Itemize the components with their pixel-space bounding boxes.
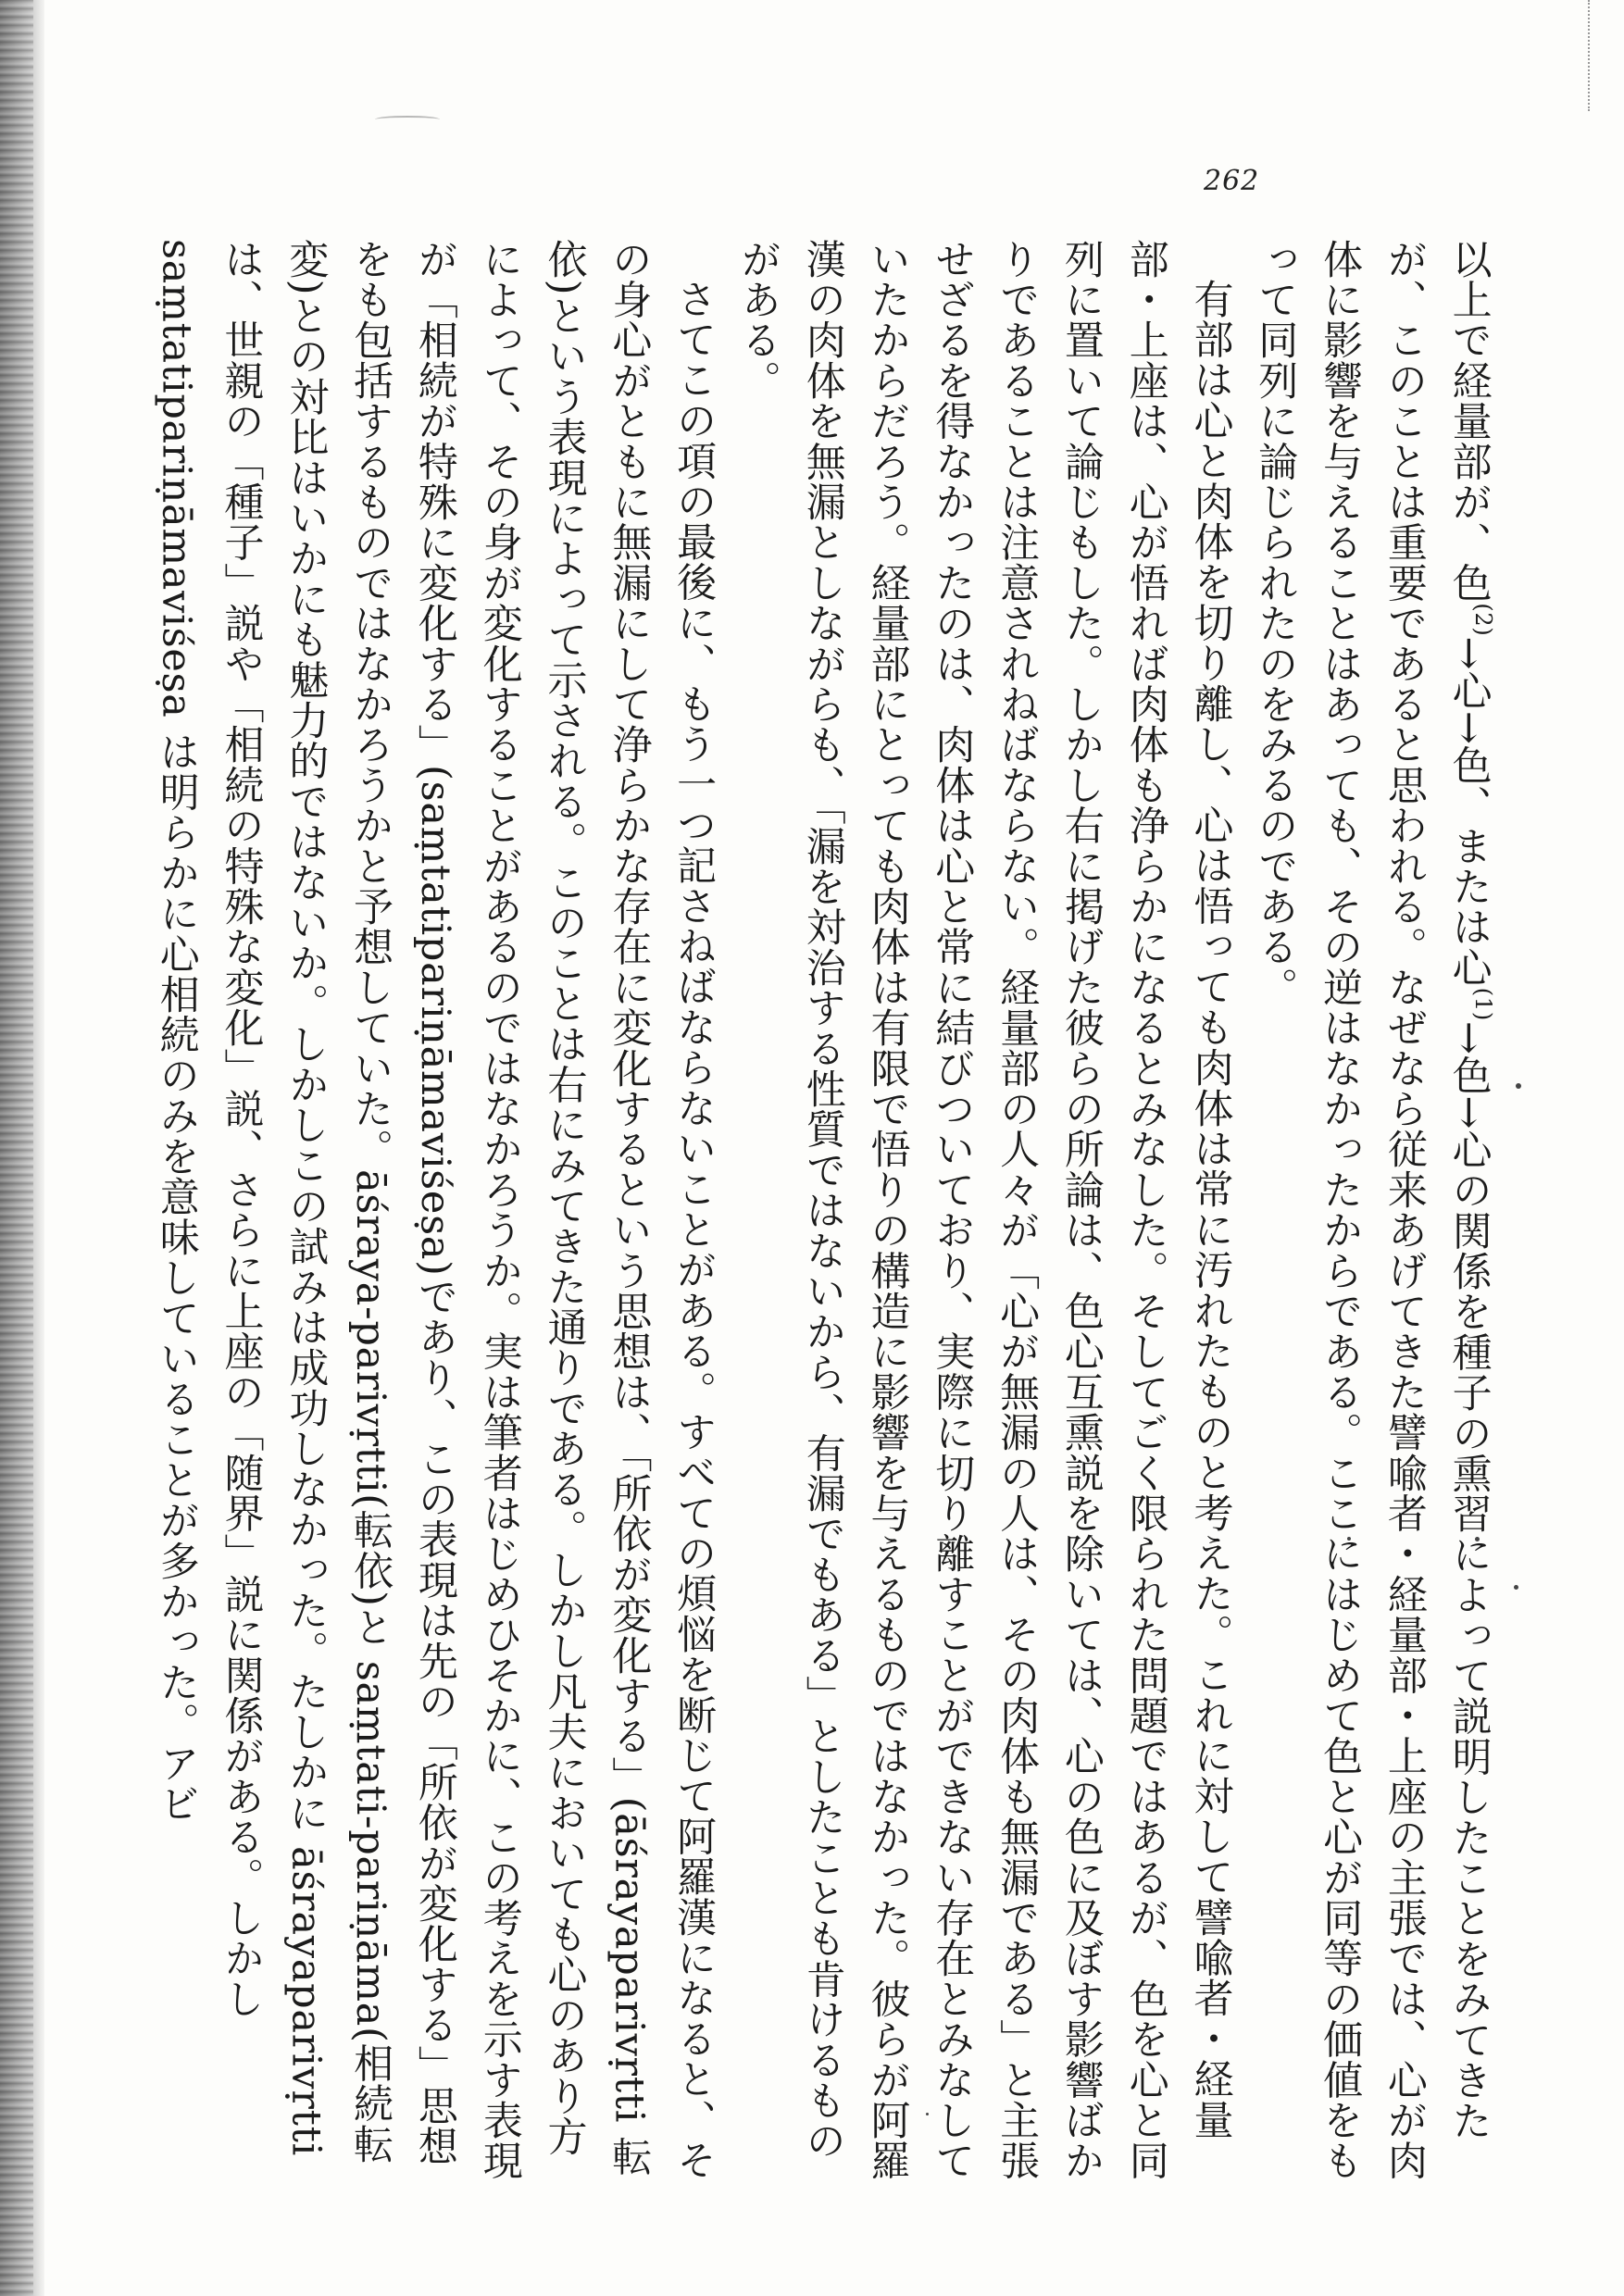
page-number: 262 [1204,165,1260,197]
footnote-marker: (1) [1470,987,1496,1021]
body-paragraph [725,239,1242,2183]
scan-smudge [375,116,440,123]
vertical-body-text [144,239,1515,2183]
footnote-marker: (2) [1470,603,1496,637]
text-segment: さてこの項の最後に、もう一つ記さねばならないことがある。すべての煩悩を断じて阿羅漢になると、その身心がともに無漏にして浄らかな存在に変化するという思想は、「所依が変化する」(āśrayaparivṛtti 転依)という表現によって示される。このことは右にみてきた通りである。しかし凡夫においても心のあり方によって、その身が変化することがあるのではなかろうか。実は筆者はじめひそかに、この考えを示す表現が「相続が特殊に変化する」(saṃtatipariṇāmaviśeṣa)であり、この表現は先の「所依が変化する」思想をも包括するものではなかろうかと予想していた。āśraya-parivṛtti(転依)と saṃtati-pariṇāma(相続転変)との対比はいかにも魅力的ではないか。しかしこの試みは成功しなかった。たしかに āśrayaparivṛtti は、世親の「種子」説や「相続の特殊な変化」説、さらに上座の「随界」説に関係がある。しかし saṃtatipariṇāmaviśeṣa は明らかに心相続のみを意味していることが多かった。アビ [153,239,718,2181]
scan-speck [1516,1083,1521,1089]
text-segment: 以上で経量部が、色 [1445,239,1493,604]
scan-margin-marks [1588,0,1593,111]
text-segment: →色→心の関係を種子の熏習によって説明したことをみてきたが、このことは重要であると思われる。なぜなら従来あげてきた譬喩者・経量部・上座の主張では、心が肉体に影響を与えることはあっても、その逆はなかったからである。ここにはじめて色と心が同等の価値をもって同列に論じられたのをみるのである。 [1252,239,1493,2181]
body-paragraph [144,239,725,2183]
scan-noise-edge [0,0,33,2296]
text-segment: 有部は心と肉体を切り離し、心は悟っても肉体は常に汚れたものと考えた。これに対して譬喩者・経量部・上座は、心が悟れば肉体も浄らかになるとみなした。そしてごく限られた問題ではあるが、色を心と同列に置いて論じもした。しかし右に掲げた彼らの所論は、色心互熏説を除いては、心の色に及ぼす影響ばかりであることは注意されねばならない。経量部の人々が「心が無漏の人は、その肉体も無漏である」と主張せざるを得なかったのは、肉体は心と常に結びついており、実際に切り離すことができない存在とみなしていたからだろう。経量部にとっても肉体は有限で悟りの構造に影響を与えるものではなかった。彼らが阿羅漢の肉体を無漏としながらも、「漏を対治する性質ではないから、有漏でもある」としたことも肯けるものがある。 [734,239,1234,2181]
body-paragraph [1242,239,1515,2183]
text-segment: →心→色、または心 [1445,636,1493,988]
